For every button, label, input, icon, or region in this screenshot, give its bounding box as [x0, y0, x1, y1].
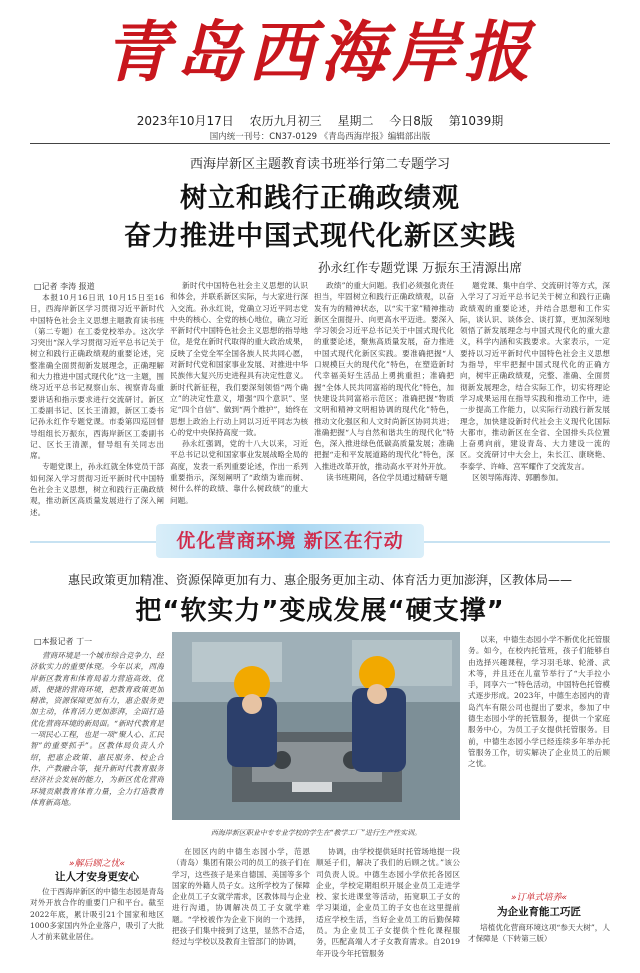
lead-subhead: 孙永红作专题党课 万振东王清源出席 — [318, 260, 522, 275]
box1-column — [30, 886, 164, 966]
lead-column-4 — [460, 280, 610, 518]
feature-headline: 把“软实力”变成发展“硬支撑” — [135, 596, 505, 626]
feature-left-text: 营商环境是一个城市综合竞争力、经济软实力的重要体现。今年以来，西海岸新区教育和体育局着力营造高效、优质、便捷的营商环境，把教育政策更加精准，资源保障更加有力，惠企服务更加主动，体育活力更加澎湃，全面打造优化营商环境的新局面。“新时代教育是一项民心工程，也是一项“聚人心、汇民智”的重要抓手”。区教体局负责人介绍，把惠企政策、惠民服务、校企合作、产教融合等，提升新时代教育服务经济社会发展的能力，为新区优化营商环境贡献教育体育力量，全力打造教育体育新高地。 — [30, 651, 164, 807]
lead-column-3 — [314, 280, 454, 518]
box1-title-text: 解后顾之忧 — [74, 859, 120, 869]
box2-title-text: 订单式培养 — [516, 893, 562, 903]
lead-col2-text: 新时代中国特色社会主义思想的认识和体会，并联系新区实际，与大家进行深入交流。孙永红说，党确立习近平同志党中央的核心、全党的核心地位，确立习近平新时代中国特色社会主义思想的指导地位，是党在新时代取得的重大政治成果，反映了全党全军全国各族人民共同心愿，对新时代党和国家事业发展、对推进中华民族伟大复兴历史进程具有决定性意义。新时代新征程，我们要深刻领悟“两个确立”的决定性意义，增强“四个意识”、坚定“四个自信”、做到“两个维护”，始终在思想上政治上行动上同以习近平同志为核心的党中央保持高度一致。 — [170, 281, 308, 437]
box2-column — [468, 922, 610, 968]
lunar-date: 农历九月初三 — [249, 114, 322, 128]
lead-column-1 — [30, 292, 164, 518]
feature-left-column — [30, 650, 164, 836]
box1-subtitle: 让人才安身更安心 — [55, 871, 139, 883]
lead-col1-text: 本报10月16日讯 10月15日至16日，西海岸新区学习贯彻习近平新时代中国特色社会主义思想主题教育读书班（第二专题）在工委党校举办。这次学习突出“深入学习贯彻习近平总书记关于树立和践行正确政绩观的重要论述，完整准确全面贯彻新发展理念，正确理解和大力推进中国式现代化”这一主题，围绕习近平总书记视察山东、视察青岛重要讲话和指示要求进行交流研讨。新区工委副书记、区长王清源，新区工委书记孙永红作专题党课。市委第四巡回督导组组长万振东，西海岸新区工委副书记、区长王清源，督导组有关同志出席。 — [30, 293, 164, 461]
box1-text: 位于西海岸新区的中德生态园是青岛对外开放合作的重要门户和平台。截至2022年底，累计吸引21个国家和地区1000多家国内外企业落户，吸引了大批人才前来就业居住。 — [30, 887, 164, 942]
feature-mid-text-2: 协调，由学校提供延时托管场地提一段顺延子们，解决了我们的后顾之忧。”该公司负责人说。中德生态园小学依托各园区企业，学校定期组织开展企业员工走进学校、家长进课堂等活动，拓宽职工子女的学习渠道，企业员工的子女也在这里提前适应学校生活，当好企业员工的后勤保障员。为企业员工子女提供个性化课程服务，匹配高端人才子女教育需求。自2019年开设今年托管服务 — [316, 847, 460, 958]
issue-number: 第1039期 — [448, 114, 504, 128]
feature-kicker: 惠民政策更加精准、资源保障更加有力、惠企服务更加主动、体育活力更加澎湃，区教体局—— — [67, 573, 572, 587]
feature-right-column — [468, 634, 610, 874]
lead-col3-text-b: 读书班期间，各位学员通过精研专题 — [326, 473, 448, 483]
weekday: 星期二 — [337, 114, 374, 128]
feature-mid-text: 在园区内的中德生态园小学，范恩（青岛）集团有限公司的员工的孩子们在学习，这些孩子是来自德国、美国等多个国家的外籍人员子女。这所学校为了保障企业员工子女就学需求，区教体局与企业进行沟通，协调解决员工子女就学难题。“学校被作为企业下岗的一个选择，把孩子们集中接到了这里，显然不合适，经过与学校以及教育主管部门的协调， — [172, 847, 310, 947]
lead-kicker: 西海岸新区主题教育读书班举行第二专题学习 — [189, 157, 450, 172]
box2-text: 培植优化营商环境这项“参天大树”，人才保障是（下转第三版） — [468, 923, 610, 944]
feature-middle-column-2 — [316, 846, 460, 968]
page-count: 今日8版 — [389, 114, 433, 128]
feature-banner: 优化营商环境 新区在行动 — [156, 524, 424, 558]
masthead-title: 青岛西海岸报 — [104, 13, 536, 91]
masthead — [0, 0, 640, 110]
lead-byline: □记者 李涛 报道 — [34, 282, 95, 291]
masthead-rule — [30, 143, 610, 144]
lead-col4-text: 题党课、集中自学、交流研讨等方式，深入学习了习近平总书记关于树立和践行正确政绩观的重要论述，并结合思想和工作实际，谈认识、谈体会、谈打算，更加深刻地领悟了新发展理念与中国式现代化的重大意义，科学内涵和实践要求。大家表示，一定要持以习近平新时代中国特色社会主义思想为指导，牢牢把握中国式现代化的正确方向，树牢正确政绩观，完整、准确、全面贯彻新发展理念，结合实际工作，切实将理论学习成果运用在指导实践和推动工作中，进一步提高工作能力，以实际行动践行新发展理念，加快建设新时代社会主义现代化国际大都市，推动新区在全省、全国排头兵位置上奋勇向前，建设青岛、大力建设一流的区。交流研讨中大会上，朱长江、康晓艳、李泰学、许峰、宫军耀作了交流发言。 — [460, 281, 610, 471]
feature-right-text: 以来，中德生态园小学不断优化托管服务。如今，在校内托管班，孩子们能够自由选择兴趣课程，学习羽毛球、轮滑、武术等，并且还在儿童节举行了“大手拉小手，同享六一”特色活动，中国特色托管模式逐步形成。2023年，中德生态园内的青岛汽车有限公司也提出了要求，参加了中德生态园小学的托管服务，提供一个家庭服务中心，为员工子女提供托管服务。目前，中德生态园小学已经连续多年举办托管服务工作，切实解决了企业员工的后顾之忧。 — [468, 635, 610, 769]
box2-subtitle: 为企业育能工巧匠 — [497, 906, 581, 918]
lead-headline-2: 奋力推进中国式现代化新区实践 — [124, 221, 516, 252]
dateline — [0, 112, 640, 129]
lead-col2-text-b: 孙永红强调，党的十八大以来，习近平总书记以党和国家事业发展战略全局的高度，发表一系列重要论述，作出一系列重要指示，深刻阐明了“政绩为谁而树、树什么样的政绩、靠什么树政绩”的重大问题。 — [170, 439, 308, 505]
lead-col4-text-b: 区领导陈海涛、郭鹏参加。 — [472, 473, 564, 483]
feature-middle-column-1 — [172, 846, 310, 968]
feature-photo — [172, 632, 460, 820]
date: 2023年10月17日 — [136, 114, 234, 128]
lead-col1-text-b: 专题党课上，孙永红就全体党员干部如何深入学习贯彻习近平新时代中国特色社会主义思想，树立和践行正确政绩观，推动新区高质量发展进行了深入阐述。 — [30, 462, 164, 517]
feature-byline: □本报记者 丁一 — [34, 637, 93, 646]
issn-line: 国内统一刊号：CN37-0129 《青岛西海岸报》编辑部出版 — [209, 132, 431, 142]
lead-col3-text: 政绩”的重大问题。我们必须强化责任担当，牢固树立和践行正确政绩观，以奋发有为的精神状态，以“实干家”精神推动新区全面提升、向更高水平迈进。要深入学习领会习近平总书记关于中国式现代化的重要论述，聚焦高质量发展，奋力推进中国式现代化新区实践。要准确把握“人口规模巨大的现代化”特色，在塑造新时代幸福美好生活品上勇挑重担；准确把握“全体人民共同富裕的现代化”特色，加快建设共同富裕示范区；准确把握“物质文明和精神文明相协调的现代化”特色，推动文化强区和人文时尚新区协同共进；准确把握“人与自然和谐共生的现代化”特色，深入推进绿色低碳高质量发展；准确把握“走和平发展道路的现代化”特色，深入推进改革开放，推动高水平对外开放。 — [314, 281, 454, 471]
box2-title: »订单式培养« — [510, 893, 568, 903]
box1-title: »解后顾之忧« — [68, 859, 126, 869]
photo-caption: 西海岸新区职业中专专业学校的学生在“教学工厂”进行生产性实训。 — [210, 829, 422, 837]
lead-headline-1: 树立和践行正确政绩观 — [180, 183, 460, 214]
workshop-photo-illustration — [172, 632, 460, 820]
lead-column-2 — [170, 280, 308, 518]
